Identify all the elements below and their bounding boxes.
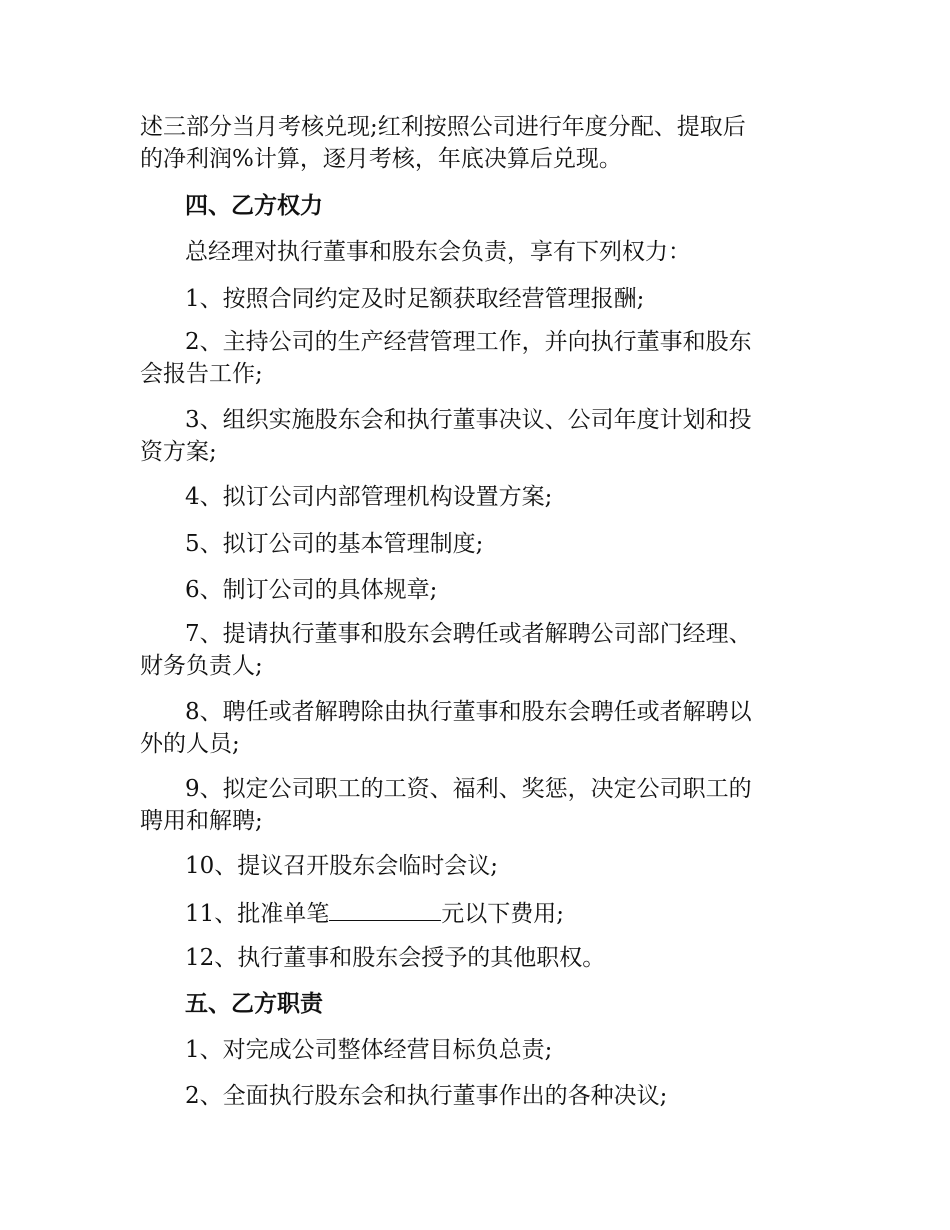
- section-5-heading: 五、乙方职责: [185, 990, 323, 1017]
- section-4-intro: 总经理对执行董事和股东会负责，享有下列权力：: [185, 239, 691, 265]
- list-item-5: 5、拟订公司的基本管理制度;: [185, 531, 484, 557]
- list-item-4: 4、拟订公司内部管理机构设置方案;: [185, 484, 553, 510]
- list-item-7-cont: 财务负责人;: [140, 653, 263, 679]
- list-item-11-prefix: 11、批准单笔: [185, 901, 330, 927]
- list-item-12: 12、执行董事和股东会授予的其他职权。: [185, 945, 606, 971]
- paragraph-continuation-line-1: 述三部分当月考核兑现;红利按照公司进行年度分配、提取后: [140, 114, 746, 140]
- section-5-item-2: 2、全面执行股东会和执行董事作出的各种决议;: [185, 1083, 668, 1109]
- list-item-6: 6、制订公司的具体规章;: [185, 577, 438, 603]
- list-item-9-cont: 聘用和解聘;: [140, 808, 263, 834]
- list-item-1: 1、按照合同约定及时足额获取经营管理报酬;: [185, 286, 645, 312]
- list-item-8: 8、聘任或者解聘除由执行董事和股东会聘任或者解聘以: [185, 699, 752, 725]
- list-item-8-cont: 外的人员;: [140, 731, 240, 757]
- section-4-heading: 四、乙方权力: [185, 192, 323, 219]
- list-item-3: 3、组织实施股东会和执行董事决议、公司年度计划和投: [185, 407, 752, 433]
- paragraph-continuation-line-2: 的净利润%计算，逐月考核，年底决算后兑现。: [140, 146, 622, 172]
- list-item-2: 2、主持公司的生产经营管理工作，并向执行董事和股东: [185, 329, 752, 355]
- section-5-item-1: 1、对完成公司整体经营目标负总责;: [185, 1037, 553, 1063]
- list-item-2-cont: 会报告工作;: [140, 361, 263, 387]
- list-item-11-suffix: 元以下费用;: [441, 901, 565, 927]
- list-item-3-cont: 资方案;: [140, 439, 217, 465]
- list-item-10: 10、提议召开股东会临时会议;: [185, 853, 499, 879]
- list-item-9: 9、拟定公司职工的工资、福利、奖惩，决定公司职工的: [185, 776, 752, 802]
- list-item-11: [185, 896, 865, 930]
- list-item-7: 7、提请执行董事和股东会聘任或者解聘公司部门经理、: [185, 621, 752, 647]
- amount-blank-line: [329, 896, 441, 921]
